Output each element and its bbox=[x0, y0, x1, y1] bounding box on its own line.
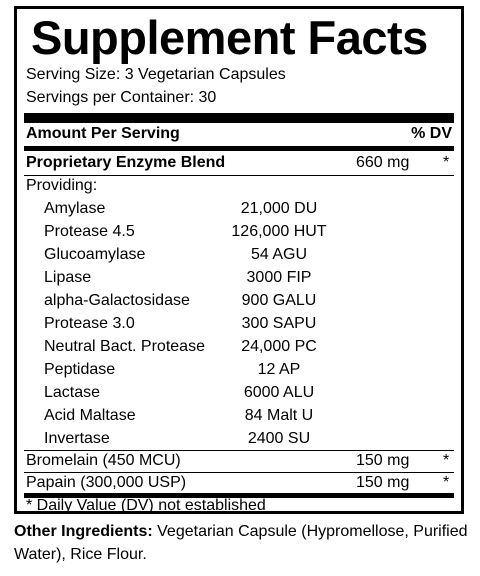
ingredient-name: Protease 3.0 bbox=[44, 315, 135, 332]
percent-dv-label: % DV bbox=[411, 125, 452, 142]
other-ingredients-text: Vegetarian Capsule (Hypromellose, Purified Water), Rice Flour. bbox=[14, 523, 468, 563]
ingredient-row bbox=[26, 383, 452, 403]
ingredient-row bbox=[26, 199, 452, 219]
ingredient-name: Lactase bbox=[44, 384, 101, 401]
ingredient-value: 300 SAPU bbox=[241, 315, 317, 332]
extra-amount: 150 mg bbox=[356, 452, 410, 469]
ingredient-value: 84 Malt U bbox=[244, 407, 314, 424]
blend-amount: 660 mg bbox=[356, 154, 410, 171]
serving-size: Serving Size: 3 Vegetarian Capsules bbox=[26, 66, 286, 83]
blend-row bbox=[26, 153, 452, 173]
ingredient-name: alpha-Galactosidase bbox=[44, 292, 190, 309]
blend-dv: * bbox=[443, 154, 450, 171]
footnote: * Daily Value (DV) not established bbox=[26, 497, 266, 514]
extra-dv: * bbox=[443, 474, 450, 491]
medium-divider bbox=[24, 146, 454, 151]
ingredient-row bbox=[26, 268, 452, 288]
extra-amount: 150 mg bbox=[356, 474, 410, 491]
extra-name: Bromelain (450 MCU) bbox=[26, 452, 181, 469]
ingredient-row bbox=[26, 245, 452, 265]
ingredient-name: Glucoamylase bbox=[44, 246, 146, 263]
ingredient-name: Neutral Bact. Protease bbox=[44, 338, 205, 355]
other-ingredients-label: Other Ingredients: bbox=[14, 523, 153, 540]
ingredient-name: Invertase bbox=[44, 430, 110, 447]
ingredient-value: 21,000 DU bbox=[240, 200, 318, 217]
extra-row bbox=[26, 473, 452, 493]
ingredient-row bbox=[26, 314, 452, 334]
ingredient-value: 54 AGU bbox=[250, 246, 308, 263]
ingredient-name: Acid Maltase bbox=[44, 407, 136, 424]
header-row bbox=[26, 124, 452, 144]
panel-title: Supplement Facts bbox=[31, 11, 428, 64]
ingredient-value: 3000 FIP bbox=[246, 269, 312, 286]
ingredient-value: 2400 SU bbox=[247, 430, 311, 447]
ingredient-row bbox=[26, 406, 452, 426]
ingredient-value: 12 AP bbox=[257, 361, 301, 378]
supplement-facts-panel bbox=[14, 6, 464, 514]
ingredient-name: Amylase bbox=[44, 200, 106, 217]
extra-dv: * bbox=[443, 452, 450, 469]
extra-name: Papain (300,000 USP) bbox=[26, 474, 187, 491]
thick-divider bbox=[24, 113, 454, 123]
ingredient-name: Protease 4.5 bbox=[44, 223, 135, 240]
providing-label: Providing: bbox=[26, 177, 98, 194]
ingredient-name: Lipase bbox=[44, 269, 92, 286]
ingredient-value: 24,000 PC bbox=[241, 338, 317, 355]
extra-row bbox=[26, 451, 452, 471]
ingredient-value: 6000 ALU bbox=[243, 384, 315, 401]
blend-name: Proprietary Enzyme Blend bbox=[26, 154, 226, 171]
ingredient-row bbox=[26, 337, 452, 357]
other-ingredients bbox=[14, 520, 470, 566]
ingredient-row bbox=[26, 360, 452, 380]
ingredient-value: 900 GALU bbox=[241, 292, 317, 309]
ingredient-value: 126,000 HUT bbox=[231, 223, 327, 240]
ingredient-row bbox=[26, 222, 452, 242]
ingredient-row bbox=[26, 429, 452, 449]
servings-per-container: Servings per Container: 30 bbox=[26, 89, 217, 106]
ingredient-name: Peptidase bbox=[44, 361, 116, 378]
ingredient-row bbox=[26, 291, 452, 311]
amount-per-serving-label: Amount Per Serving bbox=[26, 125, 180, 142]
